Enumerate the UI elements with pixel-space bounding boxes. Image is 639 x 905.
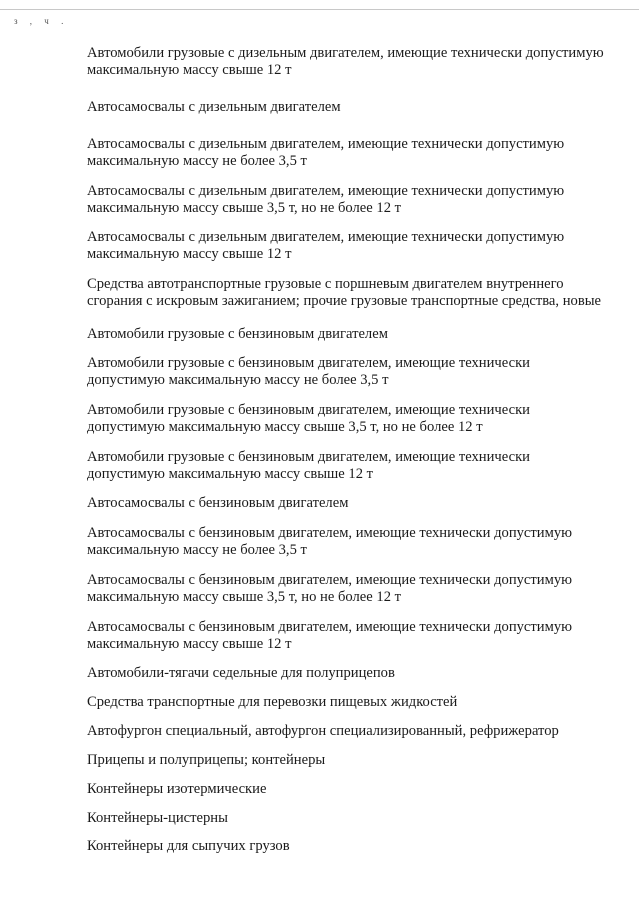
list-item: Автомобили грузовые с бензиновым двигателем, имеющие технически допустимую максимальную массу свыше 12 т [87,449,530,482]
list-item: Автосамосвалы с бензиновым двигателем, имеющие технически допустимую максимальную массу не более 3,5 т [87,525,573,558]
list-item: Средства автотранспортные грузовые с поршневым двигателем внутреннего сгорания с искровым зажиганием; прочие грузовые транспортные средства, новые [87,276,601,309]
list-item: Автосамосвалы с бензиновым двигателем [87,495,349,511]
list-item: Автосамосвалы с бензиновым двигателем, имеющие технически допустимую максимальную массу свыше 12 т [87,619,573,652]
list-item: Автомобили грузовые с бензиновым двигателем, имеющие технически допустимую максимальную массу не более 3,5 т [87,355,530,388]
list-item: Прицепы и полуприцепы; контейнеры [87,752,326,768]
list-item: Контейнеры изотермические [87,781,267,797]
list-item: Автофургон специальный, автофургон специализированный, рефрижератор [87,723,559,739]
list-item: Автосамосвалы с дизельным двигателем, имеющие технически допустимую максимальную массу свыше 3,5 т, но не более 12 т [87,183,565,216]
list-item: Автомобили грузовые с дизельным двигателем, имеющие технически допустимую максимальную массу свыше 12 т [87,45,604,78]
list-item: Автосамосвалы с дизельным двигателем [87,99,341,115]
list-item: Автомобили-тягачи седельные для полуприцепов [87,665,395,681]
list-item: Автосамосвалы с дизельным двигателем, имеющие технически допустимую максимальную массу свыше 12 т [87,229,565,262]
list-item: Автомобили грузовые с бензиновым двигателем, имеющие технически допустимую максимальную массу свыше 3,5 т, но не более 12 т [87,402,530,435]
item-list [87,40,607,855]
scan-top-edge [0,9,639,10]
list-item: Контейнеры-цистерны [87,810,228,826]
list-item: Контейнеры для сыпучих грузов [87,838,290,854]
corner-mark: з , ч . [14,16,69,26]
list-item: Автосамосвалы с дизельным двигателем, имеющие технически допустимую максимальную массу не более 3,5 т [87,136,565,169]
list-item: Автомобили грузовые с бензиновым двигателем [87,326,388,342]
list-item: Средства транспортные для перевозки пищевых жидкостей [87,694,458,710]
list-item: Автосамосвалы с бензиновым двигателем, имеющие технически допустимую максимальную массу свыше 3,5 т, но не более 12 т [87,572,573,605]
